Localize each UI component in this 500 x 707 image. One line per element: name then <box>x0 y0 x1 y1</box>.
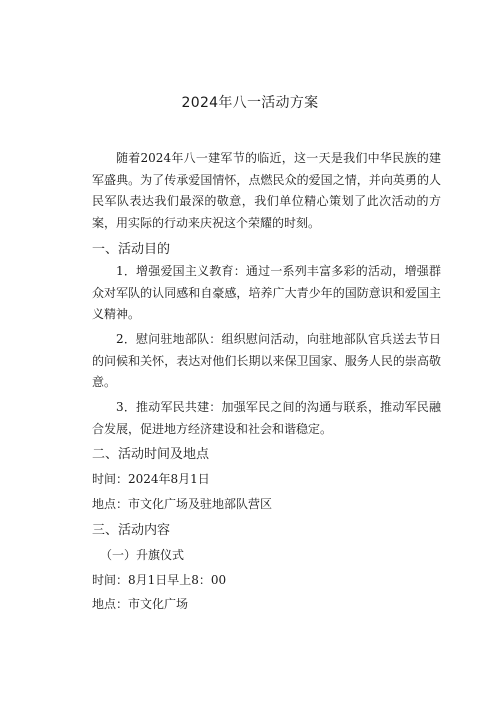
subsection-flag-ceremony: （一）升旗仪式 <box>100 547 185 562</box>
section-heading-time-place: 二、活动时间及地点 <box>92 447 210 463</box>
flag-ceremony-place: 地点：市文化广场 <box>92 597 189 612</box>
section-heading-purpose: 一、活动目的 <box>92 241 171 257</box>
purpose-item-3: 3．推动军民共建：加强军民之间的沟通与联系，推动军民融合发展，促进地方经济建设和社会和谐稳定。 <box>92 400 441 436</box>
purpose-item-2: 2．慰问驻地部队：组织慰问活动，向驻地部队官兵送去节日的问候和关怀，表达对他们长期以来保卫国家、服务人民的崇高敬意。 <box>92 331 441 390</box>
event-time: 时间：2024年8月1日 <box>92 472 210 487</box>
purpose-item-1: 1．增强爱国主义教育：通过一系列丰富多彩的活动，增强群众对军队的认同感和自豪感，培养广大青少年的国防意识和爱国主义精神。 <box>92 263 441 322</box>
document-title: 2024年八一活动方案 <box>181 95 319 111</box>
event-place: 地点：市文化广场及驻地部队营区 <box>92 497 273 512</box>
document-body <box>92 148 441 616</box>
section-heading-content: 三、活动内容 <box>92 522 171 538</box>
intro-paragraph: 随着2024年八一建军节的临近，这一天是我们中华民族的建军盛典。为了传承爱国情怀，点燃民众的爱国之情，并向英勇的人民军队表达我们最深的敬意，我们单位精心策划了此次活动的方案，用实际的行动来庆祝这个荣耀的时刻。 <box>92 151 441 231</box>
flag-ceremony-time: 时间：8月1日早上8：00 <box>92 572 227 587</box>
